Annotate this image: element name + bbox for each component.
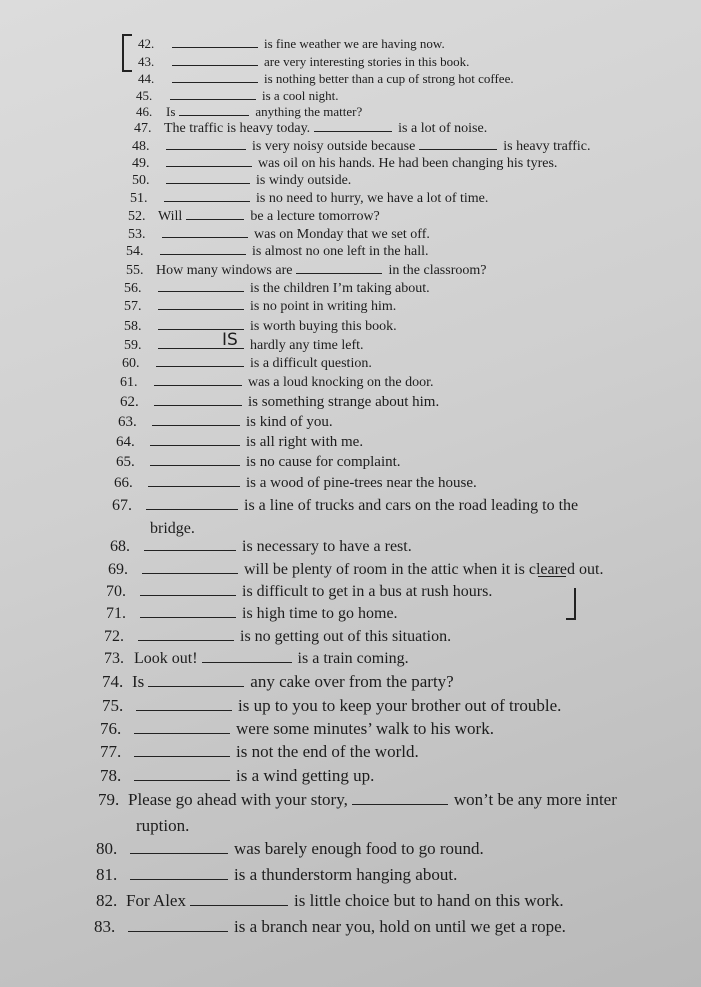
exercise-text: is all right with me. xyxy=(246,434,364,450)
answer-blank[interactable] xyxy=(158,308,244,310)
exercise-number: 46. xyxy=(136,104,153,119)
exercise-number: 76. xyxy=(100,719,122,738)
answer-blank[interactable] xyxy=(146,508,238,510)
exercise-number: 49. xyxy=(132,156,150,171)
exercise-line xyxy=(138,37,445,50)
answer-blank[interactable] xyxy=(166,148,246,150)
answer-blank[interactable] xyxy=(134,779,230,781)
answer-blank[interactable] xyxy=(202,661,292,663)
exercise-number: 82. xyxy=(96,891,118,910)
exercise-line xyxy=(108,562,603,578)
exercise-line xyxy=(128,228,430,242)
exercise-line xyxy=(118,415,333,430)
exercise-number: 72. xyxy=(104,628,124,645)
exercise-text: is kind of you. xyxy=(246,414,333,430)
exercise-number: 43. xyxy=(138,54,155,69)
exercise-continuation: ruption. xyxy=(136,816,190,835)
exercise-line xyxy=(116,435,363,450)
exercise-text: is necessary to have a rest. xyxy=(242,538,412,555)
exercise-prefix: How many windows are xyxy=(156,263,293,278)
exercise-number: 56. xyxy=(124,281,142,296)
answer-blank[interactable] xyxy=(419,148,497,150)
exercise-line xyxy=(126,264,486,278)
exercise-line xyxy=(124,300,396,314)
answer-blank[interactable] xyxy=(148,685,244,687)
answer-blank[interactable] xyxy=(160,253,246,255)
exercise-prefix: Will xyxy=(158,209,183,224)
answer-blank[interactable] xyxy=(142,572,238,574)
exercise-prefix: The traffic is heavy today. xyxy=(164,121,311,136)
exercise-text: is high time to go home. xyxy=(242,605,398,622)
answer-blank[interactable] xyxy=(154,404,242,406)
answer-blank[interactable] xyxy=(170,98,256,100)
answer-blank[interactable] xyxy=(164,200,250,202)
exercise-text: are very interesting stories in this book. xyxy=(264,54,470,69)
exercise-line xyxy=(136,89,339,102)
exercise-text: is something strange about him. xyxy=(248,394,440,410)
answer-blank[interactable] xyxy=(130,852,228,854)
answer-blank[interactable] xyxy=(162,236,248,238)
handwritten-bracket-left xyxy=(122,34,132,72)
exercise-number: 62. xyxy=(120,394,139,410)
exercise-number: 51. xyxy=(130,191,148,206)
exercise-text: won’t be any more inter xyxy=(453,790,617,809)
exercise-number: 83. xyxy=(94,917,116,936)
answer-blank[interactable] xyxy=(352,803,448,805)
exercise-number: 59. xyxy=(124,338,142,353)
exercise-text: is no need to hurry, we have a lot of time. xyxy=(256,191,489,206)
exercise-number: 58. xyxy=(124,319,142,334)
exercise-line xyxy=(94,918,566,935)
exercise-number: 77. xyxy=(100,742,122,761)
answer-blank[interactable] xyxy=(134,755,230,757)
exercise-line xyxy=(138,72,514,85)
answer-blank[interactable] xyxy=(296,272,382,274)
exercise-text: in the classroom? xyxy=(388,263,487,278)
exercise-text-end: is heavy traffic. xyxy=(503,139,591,154)
exercise-text: is a line of trucks and cars on the road leading to the xyxy=(244,497,579,514)
answer-blank[interactable] xyxy=(140,594,236,596)
exercise-number: 67. xyxy=(112,497,132,514)
exercise-prefix: Is xyxy=(166,104,176,119)
exercise-text: is a branch near you, hold on until we get a rope. xyxy=(234,917,566,936)
exercise-text: is a lot of noise. xyxy=(398,121,488,136)
exercise-text: is no getting out of this situation. xyxy=(240,628,452,645)
exercise-text: were some minutes’ walk to his work. xyxy=(236,719,494,738)
exercise-text: is no cause for complaint. xyxy=(246,454,401,470)
exercise-number: 47. xyxy=(134,121,152,136)
exercise-line xyxy=(106,606,398,622)
exercise-text: is a thunderstorm hanging about. xyxy=(234,865,458,884)
exercise-line xyxy=(124,330,364,353)
answer-blank[interactable] xyxy=(158,290,244,292)
exercise-text: is worth buying this book. xyxy=(250,319,397,334)
exercise-line xyxy=(112,498,578,514)
exercise-text: be a lecture tomorrow? xyxy=(250,209,380,224)
exercise-text: was oil on his hands. He had been changing his tyres. xyxy=(258,156,558,171)
exercise-text: is very noisy outside because xyxy=(252,139,416,154)
answer-blank[interactable] xyxy=(172,64,258,66)
answer-blank[interactable] xyxy=(186,218,244,220)
exercise-line xyxy=(96,892,564,909)
exercise-line xyxy=(96,840,484,857)
exercise-number: 71. xyxy=(106,605,126,622)
exercise-line xyxy=(120,395,439,410)
exercise-prefix: Look out! xyxy=(134,650,198,667)
answer-blank[interactable] xyxy=(130,878,228,880)
exercise-number: 70. xyxy=(106,583,126,600)
exercise-number: 48. xyxy=(132,139,150,154)
exercise-line xyxy=(110,539,412,555)
answer-blank[interactable] xyxy=(158,330,244,350)
exercise-line xyxy=(132,174,351,188)
exercise-number: 69. xyxy=(108,561,128,578)
exercise-number: 53. xyxy=(128,227,146,242)
exercise-continuation: bridge. xyxy=(150,520,195,537)
exercise-number: 44. xyxy=(138,71,155,86)
exercise-line xyxy=(116,455,401,470)
exercise-line xyxy=(132,140,591,154)
exercise-text: is little choice but to hand on this work. xyxy=(293,891,564,910)
exercise-line xyxy=(100,743,419,760)
answer-blank[interactable] xyxy=(138,639,234,641)
exercise-line xyxy=(136,105,362,118)
answer-blank[interactable] xyxy=(166,182,250,184)
exercise-line xyxy=(124,282,430,296)
answer-blank[interactable] xyxy=(314,130,392,132)
exercise-text: is no point in writing him. xyxy=(250,299,397,314)
exercise-number: 68. xyxy=(110,538,130,555)
exercise-line xyxy=(138,55,469,68)
answer-blank[interactable] xyxy=(154,384,242,386)
exercise-number: 74. xyxy=(102,672,124,691)
exercise-line xyxy=(102,697,561,714)
exercise-number: 42. xyxy=(138,36,155,51)
exercise-line xyxy=(96,866,457,883)
answer-blank[interactable] xyxy=(134,732,230,734)
exercise-text: hardly any time left. xyxy=(250,338,364,353)
exercise-line xyxy=(128,210,380,224)
answer-blank[interactable] xyxy=(150,464,240,466)
exercise-prefix: Is xyxy=(132,672,145,691)
exercise-text: is a train coming. xyxy=(297,650,409,667)
exercise-line xyxy=(104,629,451,645)
exercise-number: 61. xyxy=(120,375,138,390)
exercise-line xyxy=(100,720,494,737)
exercise-number: 75. xyxy=(102,696,124,715)
exercise-text: is difficult to get in a bus at rush hours. xyxy=(242,583,493,600)
answer-blank[interactable] xyxy=(128,930,228,932)
exercise-number: 55. xyxy=(126,263,144,278)
answer-blank[interactable] xyxy=(179,114,249,116)
answer-blank[interactable] xyxy=(144,549,236,551)
exercise-line xyxy=(134,122,487,136)
exercise-line xyxy=(114,476,477,491)
exercise-text: is nothing better than a cup of strong hot coffee. xyxy=(264,71,514,86)
exercise-number: 57. xyxy=(124,299,142,314)
exercise-text: any cake over from the party? xyxy=(250,672,454,691)
exercise-text: is almost no one left in the hall. xyxy=(252,244,429,259)
exercise-number: 60. xyxy=(122,356,140,371)
answer-blank[interactable] xyxy=(148,485,240,487)
exercise-text: is up to you to keep your brother out of trouble. xyxy=(238,696,562,715)
exercise-number: 45. xyxy=(136,88,153,103)
handwritten-answer: IS xyxy=(222,330,238,350)
exercise-text: was on Monday that we set off. xyxy=(254,227,430,242)
exercise-text: is a difficult question. xyxy=(250,356,372,371)
exercise-line xyxy=(104,651,409,667)
answer-blank[interactable] xyxy=(172,81,258,83)
exercise-line xyxy=(122,357,372,371)
exercise-number: 65. xyxy=(116,454,135,470)
exercise-line xyxy=(100,767,374,784)
exercise-number: 50. xyxy=(132,173,150,188)
answer-blank[interactable] xyxy=(140,616,236,618)
exercise-line xyxy=(102,673,454,690)
handwritten-bracket-right xyxy=(566,588,576,620)
answer-blank[interactable] xyxy=(190,904,288,906)
exercise-number: 64. xyxy=(116,434,135,450)
exercise-text: is a wind getting up. xyxy=(236,766,375,785)
exercise-number: 52. xyxy=(128,209,146,224)
exercise-text: is fine weather we are having now. xyxy=(264,36,445,51)
answer-blank[interactable] xyxy=(136,709,232,711)
answer-blank[interactable] xyxy=(152,424,240,426)
exercise-text: was a loud knocking on the door. xyxy=(248,375,434,390)
exercise-text: was barely enough food to go round. xyxy=(234,839,484,858)
exercise-number: 79. xyxy=(98,790,120,809)
exercise-text: is a cool night. xyxy=(262,88,339,103)
exercise-line xyxy=(126,245,429,259)
exercise-number: 80. xyxy=(96,839,118,858)
exercise-line xyxy=(130,192,488,206)
exercise-prefix: Please go ahead with your story, xyxy=(128,790,348,809)
exercise-line xyxy=(98,791,617,808)
answer-blank[interactable] xyxy=(166,165,252,167)
answer-blank[interactable] xyxy=(156,365,244,367)
exercise-text: is windy outside. xyxy=(256,173,352,188)
exercise-number: 78. xyxy=(100,766,122,785)
exercise-text: is not the end of the world. xyxy=(236,742,419,761)
exercise-line xyxy=(132,157,557,171)
exercise-number: 63. xyxy=(118,414,137,430)
exercise-prefix: For Alex xyxy=(126,891,186,910)
exercise-number: 81. xyxy=(96,865,118,884)
exercise-text: is the children I’m taking about. xyxy=(250,281,430,296)
exercise-number: 73. xyxy=(104,650,124,667)
exercise-text: anything the matter? xyxy=(255,104,363,119)
exercise-text: is a wood of pine-trees near the house. xyxy=(246,475,477,491)
answer-blank[interactable] xyxy=(172,46,258,48)
exercise-number: 66. xyxy=(114,475,133,491)
exercise-line xyxy=(124,320,397,334)
exercise-line xyxy=(120,376,433,390)
exercise-text: will be plenty of room in the attic when it is cleared out. xyxy=(244,561,604,578)
answer-blank[interactable] xyxy=(150,444,240,446)
exercise-line xyxy=(106,584,492,600)
exercise-number: 54. xyxy=(126,244,144,259)
